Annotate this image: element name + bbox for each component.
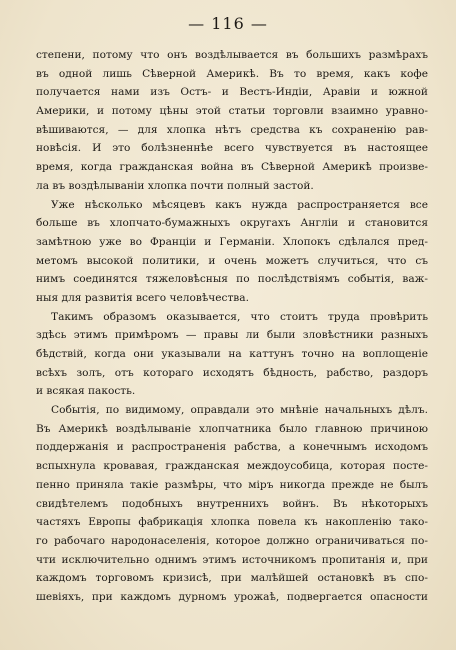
body-text <box>36 46 428 607</box>
page-number: — 116 — <box>188 14 268 33</box>
text-line: больше въ хлопчато-бумажныхъ округахъ Англіи и становится <box>36 217 428 230</box>
text-line: въ одной лишь Сѣверной Америкѣ. Въ то время, какъ кофе <box>36 67 428 80</box>
text-line: чти исключительно однимъ этимъ источникомъ пропитанія и, при <box>36 553 428 566</box>
text-line: поддержанія и распространенія рабства, а конечнымъ исходомъ <box>36 441 428 454</box>
text-line: каждомъ торговомъ кризисѣ, при малѣйшей остановкѣ въ спо- <box>36 572 428 585</box>
text-line: бѣдствій, когда они указывали на каттунъ точно на воплощеніе <box>36 348 428 360</box>
text-line: получается нами изъ Остъ- и Вестъ-Индіи, Аравіи и южной <box>36 86 428 99</box>
text-line: го рабочаго народонаселенія, которое должно ограничиваться по- <box>36 534 428 547</box>
text-line: частяхъ Европы фабрикація хлопка повела къ накопленію тако- <box>36 516 428 529</box>
text-line: Такимъ образомъ оказывается, что стоитъ труда провѣрить <box>51 310 428 323</box>
text-line: здѣсь этимъ примѣромъ — правы ли были зловѣстники разныхъ <box>36 329 428 342</box>
text-line: и всякая пакость. <box>36 385 136 398</box>
text-line: замѣтною уже во Франціи и Германіи. Хлопокъ сдѣлался пред- <box>36 235 428 248</box>
text-line: время, когда гражданская война въ Сѣверной Америкѣ произве- <box>36 161 428 174</box>
text-line: ла въ воздѣлываніи хлопка почти полный застой. <box>36 179 314 192</box>
text-line: шевіяхъ, при каждомъ дурномъ урожаѣ, подвергается опасности <box>36 590 428 603</box>
text-line: ныя для развитія всего человѣчества. <box>36 291 249 304</box>
text-line: вѣшиваются, — для хлопка нѣтъ средства къ сохраненію рав- <box>36 123 428 136</box>
text-line: Уже нѣсколько мѣсяцевъ какъ нужда распространяется все <box>51 198 428 211</box>
text-line: нимъ соединятся тяжеловѣсныя по послѣдствіямъ событія, важ- <box>36 273 428 286</box>
text-line: пенно приняла такіе размѣры, что міръ никогда прежде не былъ <box>36 478 428 491</box>
text-line: степени, потому что онъ воздѣлывается въ большихъ размѣрахъ <box>36 49 428 61</box>
text-line: Событія, по видимому, оправдали это мнѣніе начальныхъ дѣлъ. <box>51 404 428 417</box>
text-line: свидѣтелемъ подобныхъ внутреннихъ войнъ. Въ нѣкоторыхъ <box>36 497 428 510</box>
text-line: всѣхъ золъ, отъ котораго исходятъ бѣдность, рабство, раздоръ <box>36 366 428 379</box>
text-line: Америки, и потому цѣны этой статьи торговли взаимно уравно- <box>36 105 428 118</box>
text-line: вспыхнула кровавая, гражданская междоусобица, которая посте- <box>36 460 428 473</box>
text-line: Въ Америкѣ воздѣлываніе хлопчатника было главною причиною <box>36 422 428 435</box>
text-line: новѣсія. И это болѣзненнѣе всего чувствуется въ настоящее <box>36 142 428 155</box>
text-line: метомъ высокой политики, и очень можетъ случиться, что съ <box>36 254 428 267</box>
